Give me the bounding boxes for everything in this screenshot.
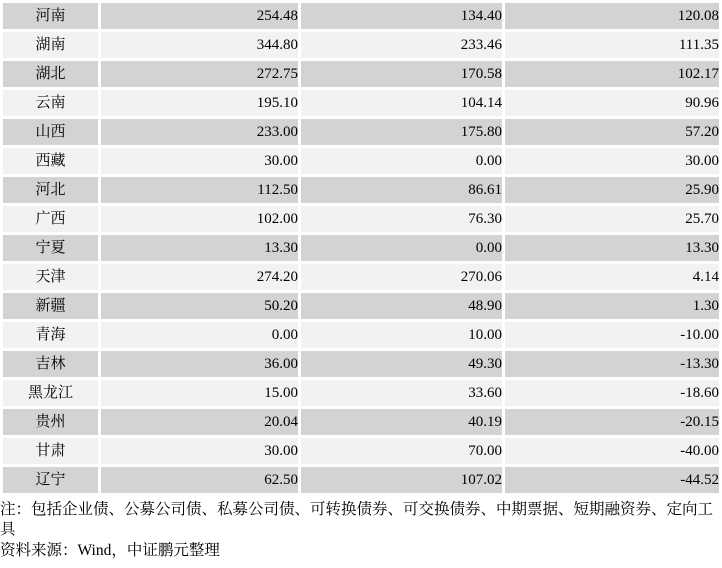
data-source: 资料来源：Wind，中证鹏元整理	[0, 542, 220, 559]
value-cell: 272.75	[101, 61, 298, 87]
province-cell: 云南	[3, 90, 98, 116]
value-cell: 233.46	[301, 32, 502, 58]
value-cell: 20.04	[101, 409, 298, 435]
province-cell: 湖南	[3, 32, 98, 58]
value-cell: 233.00	[101, 119, 298, 145]
value-cell: 30.00	[101, 148, 298, 174]
province-cell: 天津	[3, 264, 98, 290]
table-row	[3, 409, 719, 435]
province-cell: 贵州	[3, 409, 98, 435]
province-cell: 西藏	[3, 148, 98, 174]
value-cell: 102.17	[505, 61, 719, 87]
table-row	[3, 467, 719, 493]
value-cell: 49.30	[301, 351, 502, 377]
value-cell: 90.96	[505, 90, 719, 116]
value-cell: 13.30	[505, 235, 719, 261]
value-cell: 1.30	[505, 293, 719, 319]
table-row	[3, 119, 719, 145]
value-cell: 134.40	[301, 3, 502, 29]
value-cell: 274.20	[101, 264, 298, 290]
value-cell: 195.10	[101, 90, 298, 116]
value-cell: 13.30	[101, 235, 298, 261]
value-cell: 0.00	[101, 322, 298, 348]
value-cell: 254.48	[101, 3, 298, 29]
table-row	[3, 206, 719, 232]
value-cell: 30.00	[505, 148, 719, 174]
province-cell: 辽宁	[3, 467, 98, 493]
table-row	[3, 438, 719, 464]
table-body	[3, 3, 719, 493]
value-cell: 36.00	[101, 351, 298, 377]
table-footnote: 注：包括企业债、公募公司债、私募公司债、可转换债券、可交换债券、中期票据、短期融资券、定向工具	[0, 501, 714, 538]
province-cell: 河北	[3, 177, 98, 203]
province-cell: 吉林	[3, 351, 98, 377]
value-cell: 170.58	[301, 61, 502, 87]
value-cell: 50.20	[101, 293, 298, 319]
province-cell: 宁夏	[3, 235, 98, 261]
table-row	[3, 235, 719, 261]
value-cell: 4.14	[505, 264, 719, 290]
value-cell: 111.35	[505, 32, 719, 58]
value-cell: -18.60	[505, 380, 719, 406]
value-cell: 25.90	[505, 177, 719, 203]
value-cell: 62.50	[101, 467, 298, 493]
table-row	[3, 177, 719, 203]
province-cell: 甘肃	[3, 438, 98, 464]
table-row	[3, 322, 719, 348]
value-cell: -44.52	[505, 467, 719, 493]
value-cell: -40.00	[505, 438, 719, 464]
table-row	[3, 90, 719, 116]
value-cell: 40.19	[301, 409, 502, 435]
table-row	[3, 264, 719, 290]
value-cell: 112.50	[101, 177, 298, 203]
province-cell: 黑龙江	[3, 380, 98, 406]
value-cell: 86.61	[301, 177, 502, 203]
value-cell: 70.00	[301, 438, 502, 464]
value-cell: 76.30	[301, 206, 502, 232]
value-cell: 175.80	[301, 119, 502, 145]
table-row	[3, 380, 719, 406]
value-cell: 10.00	[301, 322, 502, 348]
table-row	[3, 293, 719, 319]
province-cell: 青海	[3, 322, 98, 348]
value-cell: 344.80	[101, 32, 298, 58]
value-cell: -20.15	[505, 409, 719, 435]
value-cell: -13.30	[505, 351, 719, 377]
value-cell: 30.00	[101, 438, 298, 464]
value-cell: 104.14	[301, 90, 502, 116]
value-cell: 15.00	[101, 380, 298, 406]
value-cell: 107.02	[301, 467, 502, 493]
value-cell: 102.00	[101, 206, 298, 232]
province-cell: 河南	[3, 3, 98, 29]
province-cell: 山西	[3, 119, 98, 145]
value-cell: 0.00	[301, 148, 502, 174]
value-cell: 33.60	[301, 380, 502, 406]
table-row	[3, 351, 719, 377]
value-cell: 0.00	[301, 235, 502, 261]
value-cell: -10.00	[505, 322, 719, 348]
table-row	[3, 3, 719, 29]
value-cell: 120.08	[505, 3, 719, 29]
value-cell: 48.90	[301, 293, 502, 319]
province-cell: 湖北	[3, 61, 98, 87]
value-cell: 57.20	[505, 119, 719, 145]
table-row	[3, 148, 719, 174]
province-cell: 新疆	[3, 293, 98, 319]
value-cell: 25.70	[505, 206, 719, 232]
table-row	[3, 32, 719, 58]
table-row	[3, 61, 719, 87]
province-cell: 广西	[3, 206, 98, 232]
value-cell: 270.06	[301, 264, 502, 290]
